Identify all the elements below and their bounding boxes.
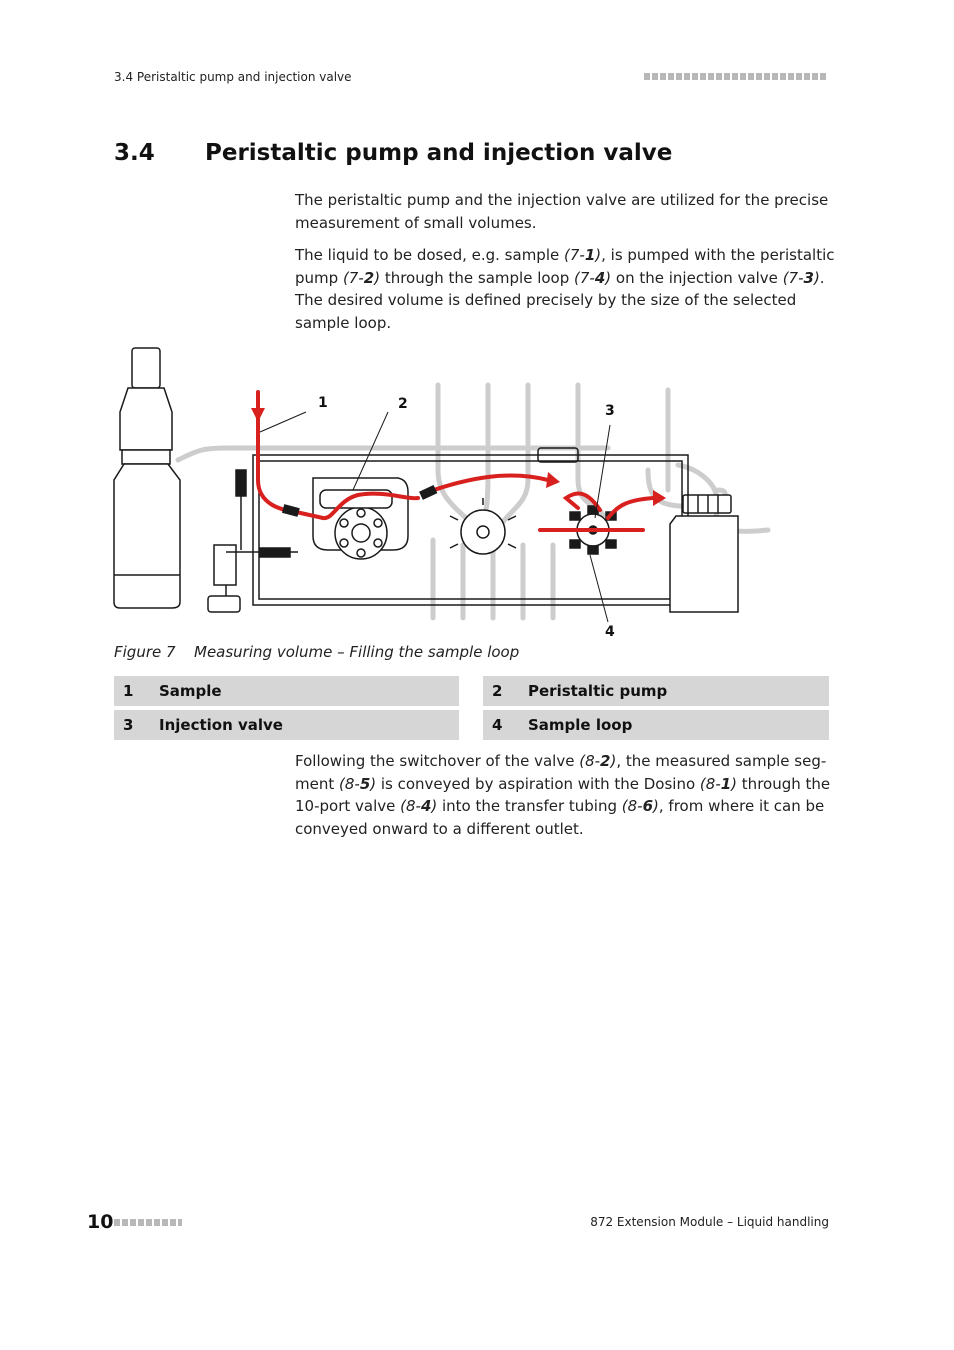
- legend-item: [483, 676, 829, 706]
- figure-caption-label: Figure 7: [114, 643, 176, 661]
- section-title-text: Peristaltic pump and injection valve: [205, 140, 673, 166]
- legend-number: 3: [123, 716, 134, 734]
- figure-reference: (7-4): [574, 268, 612, 287]
- figure-reference: (7-3): [782, 268, 820, 287]
- legend-number: 2: [492, 682, 503, 700]
- footer-document-title: 872 Extension Module – Liquid handling: [590, 1215, 829, 1229]
- callout-3: 3: [605, 403, 615, 419]
- paragraph-sample-flow: The liquid to be dosed, e.g. sample (7-1), is pumped with the peristaltic pump (7-2) through the sample loop (7-4) on the injection valve (7-3). The desired volume is defined precisely by the size of the selected sample loop.: [295, 246, 835, 332]
- figure-caption-text: Measuring volume – Filling the sample loop: [194, 643, 520, 661]
- figure-reference: (7-1): [564, 246, 602, 264]
- section-number: 3.4: [114, 140, 155, 166]
- callout-4: 4: [605, 624, 615, 640]
- legend-label: Sample loop: [528, 716, 633, 734]
- callout-2: 2: [398, 396, 408, 412]
- footer-decoration-squares: [114, 1219, 182, 1226]
- paragraph-switchover: Following the switchover of the valve (8-2), the measured sample seg-ment (8-5) is conveyed by aspiration with the Dosino (8-1) through the 10-port valve (8-4) into the transfer tubing (8-6), from where it can be conveyed onward to a different outlet.: [295, 752, 831, 838]
- figure-reference: (8-4): [400, 797, 438, 815]
- figure-reference: (7-2): [342, 268, 381, 287]
- figure-reference: (8-6): [621, 797, 659, 815]
- intro-paragraph: The peristaltic pump and the injection valve are utilized for the precise measurement of small volumes.: [295, 191, 829, 232]
- legend-number: 4: [492, 716, 503, 734]
- legend-number: 1: [123, 682, 134, 700]
- legend-label: Peristaltic pump: [528, 682, 668, 700]
- figure-caption: [114, 643, 519, 661]
- callout-1: 1: [318, 395, 328, 411]
- legend-item: [483, 710, 829, 740]
- sample-bottle: [114, 348, 180, 608]
- figure-reference: (8-2): [579, 752, 617, 770]
- page-number: 10: [87, 1211, 114, 1233]
- instrument-diagram: [108, 340, 848, 640]
- legend-item: [114, 676, 459, 706]
- running-header: 3.4 Peristaltic pump and injection valve: [114, 70, 352, 84]
- section-title: [114, 140, 672, 166]
- distribution-valve: [450, 498, 516, 554]
- figure-measuring-volume: [108, 340, 848, 640]
- figure-reference: (8-1): [699, 774, 738, 793]
- waste-bottle: [670, 495, 738, 612]
- legend-label: Injection valve: [159, 716, 283, 734]
- header-decoration-squares: [644, 73, 828, 80]
- figure-reference: (8-5): [339, 774, 377, 793]
- legend-item: [114, 710, 459, 740]
- legend-label: Sample: [159, 682, 222, 700]
